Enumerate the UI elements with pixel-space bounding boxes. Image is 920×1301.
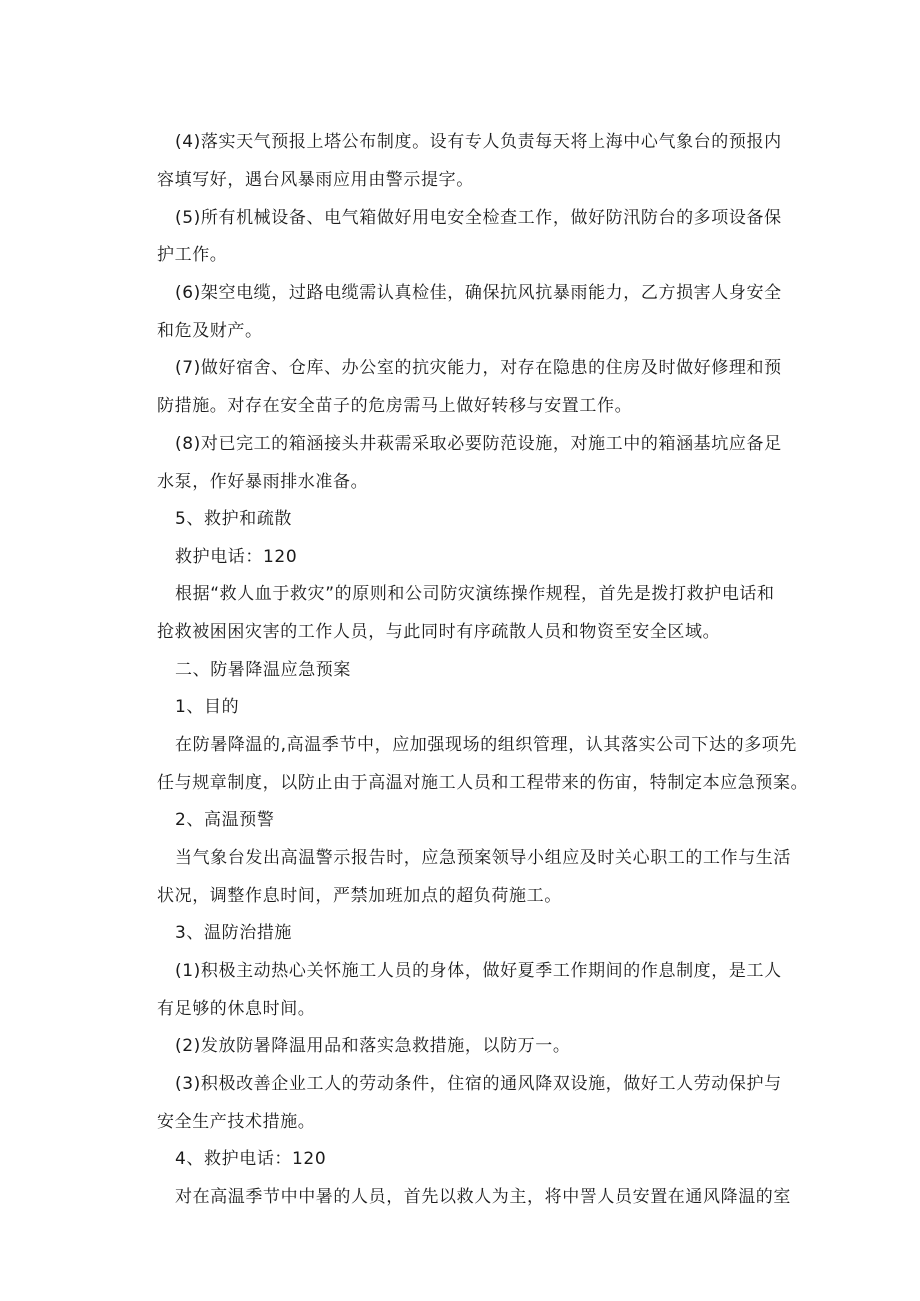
chapter-heading-heatstroke-plan: 二、防暑降温应急预案 [175, 660, 351, 680]
section-heading-purpose: 1、目的 [175, 697, 240, 717]
rescue-paragraph-line-2: 抢救被困困灾害的工作人员，与此同时有序疏散人员和物资至安全区域。 [157, 622, 721, 642]
paragraph-item-6-line-1: (6)架空电缆，过路电缆需认真检佳，确保抗风抗暴雨能力，乙方损害人身安全 [175, 283, 782, 303]
purpose-paragraph-line-1: 在防暑降温的,高温季节中，应加强现场的组织管理，认其落实公司下达的多项先 [175, 735, 798, 755]
paragraph-item-7-line-2: 防措施。对存在安全苗子的危房需马上做好转移与安置工作。 [157, 396, 633, 416]
measure-item-1-line-2: 有足够的休息时间。 [157, 999, 316, 1019]
paragraph-item-4-line-2: 容填写好，遇台风暴雨应用由警示提字。 [157, 170, 474, 190]
purpose-paragraph-line-2: 任与规章制度，以防止由于高温对施工人员和工程带来的伤宙，特制定本应急预案。 [157, 773, 809, 793]
paragraph-item-8-line-2: 水泵，作好暴雨排水准备。 [157, 472, 369, 492]
paragraph-item-5-line-1: (5)所有机械设备、电气箱做好用电安全检查工作，做好防汛防台的多项设备保 [175, 208, 782, 228]
paragraph-item-6-line-2: 和危及财产。 [157, 321, 263, 341]
heat-warning-paragraph-line-1: 当气象台发出高温警示报告时，应急预案领导小组应及时关心职工的工作与生活 [175, 848, 791, 868]
measure-item-3-line-2: 安全生产技术措施。 [157, 1112, 316, 1132]
heatstroke-rescue-paragraph-line-1: 对在高温季节中中暑的人员，首先以救人为主，将中詈人员安置在通风降温的室 [175, 1187, 791, 1207]
rescue-phone-line: 救护电话：120 [175, 547, 298, 567]
section-heading-rescue-evacuation: 5、救护和疏散 [175, 509, 293, 529]
rescue-paragraph-line-1: 根据“救人血于救灾”的原则和公司防灾演练操作规程，首先是拨打救护电话和 [175, 584, 775, 604]
paragraph-item-5-line-2: 护工作。 [157, 245, 228, 265]
section-heading-rescue-phone: 4、救护电话：120 [175, 1149, 327, 1169]
measure-item-3-line-1: (3)积极改善企业工人的劳动条件，住宿的通风降双设施，做好工人劳动保护与 [175, 1074, 782, 1094]
measure-item-1-line-1: (1)积极主动热心关怀施工人员的身体，做好夏季工作期间的作息制度，是工人 [175, 961, 782, 981]
section-heading-heat-warning: 2、高温预警 [175, 810, 275, 830]
paragraph-item-7-line-1: (7)做好宿舍、仓库、办公室的抗灾能力，对存在隐患的住房及时做好修理和预 [175, 358, 782, 378]
heat-warning-paragraph-line-2: 状况，调整作息时间，严禁加班加点的超负荷施工。 [157, 886, 562, 906]
section-heading-prevention-measures: 3、温防治措施 [175, 923, 293, 943]
paragraph-item-4-line-1: (4)落实天气预报上塔公布制度。设有专人负责每天将上海中心气象台的预报内 [175, 132, 782, 152]
paragraph-item-8-line-1: (8)对已完工的箱涵接头井萩需采取必要防范设施，对施工中的箱涵基坑应备足 [175, 434, 782, 454]
measure-item-2: (2)发放防暑降温用品和落实急救措施，以防万一。 [175, 1036, 571, 1056]
